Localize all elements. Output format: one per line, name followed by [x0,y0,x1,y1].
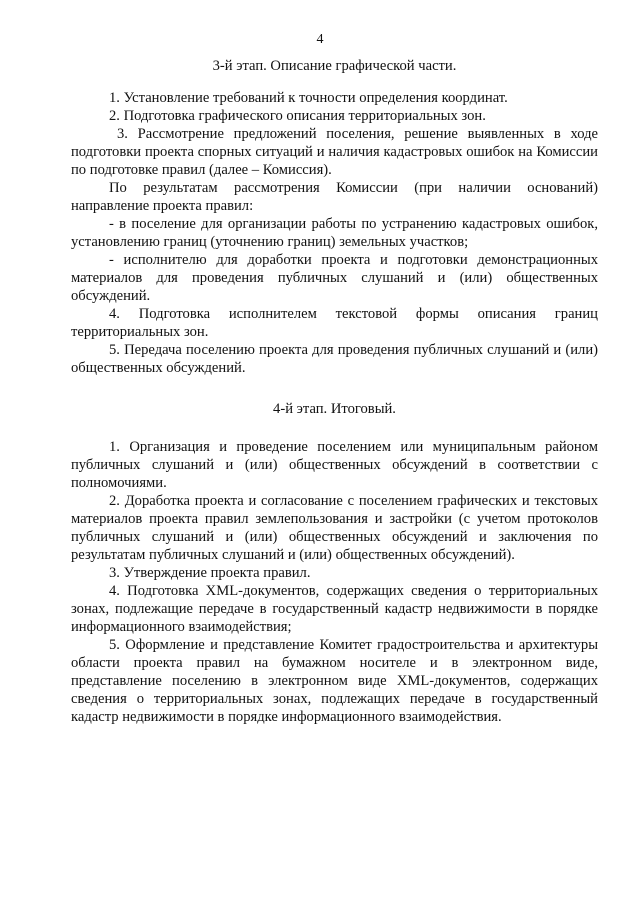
stage-3-item-5: 5. Передача поселению проекта для проведения публичных слушаний и (или) общественных обсуждений. [71,342,598,376]
stage-4-item-3: 3. Утверждение проекта правил. [109,565,311,581]
stage-4-item-4: 4. Подготовка XML-документов, содержащих сведения о территориальных зонах, подлежащие передаче в государственный кадастр недвижимости в порядке информационного взаимодействия; [71,583,598,635]
stage-3-direction-contractor: - исполнителю для доработки проекта и подготовки демонстрационных материалов для проведения публичных слушаний и (или) общественных обсуждений. [71,252,598,304]
stage-4-heading: 4-й этап. Итоговый. [273,401,396,417]
stage-4-item-5: 5. Оформление и представление Комитет градостроительства и архитектуры области проекта правил на бумажном носителе и в электронном виде, представление поселению в электронном виде XML-документов, содержащих сведения о территориальных зонах, подлежащих передаче в государственный кадастр недвижимости в порядке информационного взаимодействия. [71,637,598,725]
page-number: 4 [316,32,324,47]
stage-3-heading: 3-й этап. Описание графической части. [212,58,457,74]
stage-3-item-1: 1. Установление требований к точности определения координат. [109,90,508,106]
stage-3-direction-settlement: - в поселение для организации работы по устранению кадастровых ошибок, установлению границ (уточнению границ) земельных участков; [71,216,598,250]
stage-3-item-3: 3. Рассмотрение предложений поселения, решение выявленных в ходе подготовки проекта спорных ситуаций и наличия кадастровых ошибок на Комиссии по подготовке правил (далее – Комиссия). [71,126,598,178]
stage-4-item-1: 1. Организация и проведение поселением или муниципальным районом публичных слушаний и (или) общественных обсуждений в соответствии с полномочиями. [71,439,598,491]
stage-3-item-2: 2. Подготовка графического описания территориальных зон. [109,108,486,124]
stage-3-commission-result: По результатам рассмотрения Комиссии (при наличии оснований) направление проекта правил: [71,180,598,214]
document-body [71,57,598,726]
stage-3-item-4: 4. Подготовка исполнителем текстовой формы описания границ территориальных зон. [71,306,598,340]
stage-4-item-2: 2. Доработка проекта и согласование с поселением графических и текстовых материалов проекта правил землепользования и застройки (с учетом протоколов публичных слушаний и (или) общественных обсуждений и заключения по результатам публичных слушаний и (или) общественных обсуждений). [71,493,598,563]
